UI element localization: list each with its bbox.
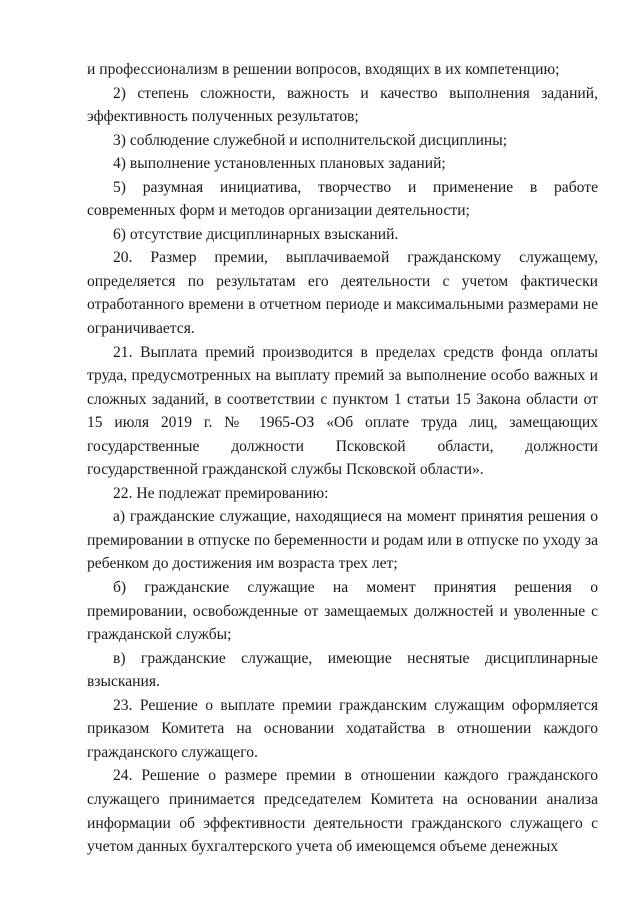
criterion-5: 5) разумная инициатива, творчество и применение в работе современных форм и методов организации деятельности; bbox=[87, 178, 598, 220]
clause-20: 20. Размер премии, выплачиваемой гражданскому служащему, определяется по результатам его деятельности с учетом фактически отработанного времени в отчетном периоде и максимальными размерами не ограничивается. bbox=[87, 249, 598, 338]
paragraph-continuation: и профессионализм в решении вопросов, входящих в их компетенцию; bbox=[87, 61, 560, 78]
criterion-3: 3) соблюдение служебной и исполнительской дисциплины; bbox=[113, 131, 508, 149]
document-body bbox=[87, 58, 598, 859]
clause-21: 21. Выплата премий производится в пределах средств фонда оплаты труда, предусмотренных на выплату премий за выполнение особо важных и сложных заданий, в соответствии с пунктом 1 статьи 15 Закона области от 15 июля 2019 г. № 1965-ОЗ «Об оплате труда лиц, замещающих государственные должности Псковской области, должности государственной гражданской службы Псковской области». bbox=[87, 343, 598, 479]
criterion-6: 6) отсутствие дисциплинарных взысканий. bbox=[113, 225, 399, 243]
criterion-2: 2) степень сложности, важность и качество выполнения заданий, эффективность полученных результатов; bbox=[87, 84, 598, 126]
clause-24: 24. Решение о размере премии в отношении каждого гражданского служащего принимается председателем Комитета на основании анализа информации об эффективности деятельности гражданского служащего с учетом данных бухгалтерского учета об имеющемся объеме денежных bbox=[87, 767, 598, 856]
criterion-4: 4) выполнение установленных плановых заданий; bbox=[113, 155, 446, 173]
clause-23: 23. Решение о выплате премии гражданским служащим оформляется приказом Комитета на основании ходатайства в отношении каждого гражданского служащего. bbox=[87, 696, 598, 761]
clause-22-item-v: в) гражданские служащие, имеющие неснятые дисциплинарные взыскания. bbox=[87, 649, 598, 691]
clause-22-item-a: а) гражданские служащие, находящиеся на момент принятия решения о премировании в отпуске по беременности и родам или в отпуске по уходу за ребенком до достижения им возраста трех лет; bbox=[87, 508, 598, 573]
clause-22-item-b: б) гражданские служащие на момент принятия решения о премировании, освобожденные от замещаемых должностей и уволенные с гражданской службы; bbox=[87, 579, 598, 644]
clause-22: 22. Не подлежат премированию: bbox=[113, 484, 329, 502]
